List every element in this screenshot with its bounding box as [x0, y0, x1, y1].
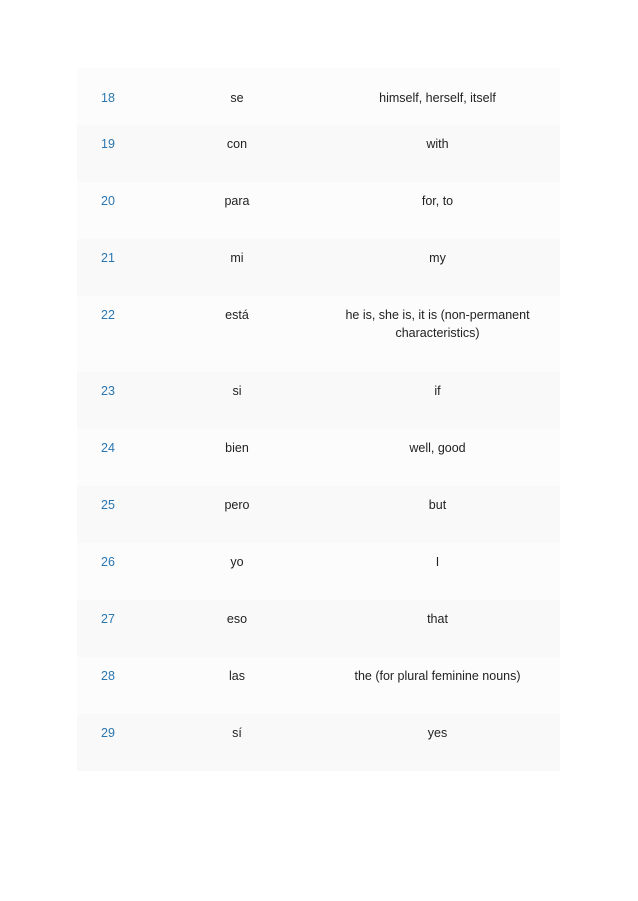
- rank-cell: 24: [101, 441, 115, 455]
- meaning-cell: well, good: [409, 441, 466, 455]
- meaning-cell: himself, herself, itself: [379, 91, 496, 105]
- table-row: [77, 543, 560, 600]
- table-row: [77, 239, 560, 296]
- word-cell: yo: [230, 555, 244, 569]
- table-row: [77, 657, 560, 714]
- word-cell: bien: [225, 441, 249, 455]
- table-row: [77, 600, 560, 657]
- rank-cell: 22: [101, 308, 115, 322]
- meaning-cell: the (for plural feminine nouns): [354, 669, 521, 683]
- word-cell: si: [232, 384, 242, 398]
- table-row: [77, 429, 560, 486]
- meaning-cell: for, to: [421, 194, 454, 208]
- table-row: [77, 182, 560, 239]
- word-cell: se: [230, 91, 244, 105]
- rank-cell: 27: [101, 612, 115, 626]
- word-cell: mi: [230, 251, 244, 265]
- rank-cell: 21: [101, 251, 115, 265]
- table-row: [77, 714, 560, 771]
- table-row: [77, 125, 560, 182]
- rank-cell: 18: [101, 91, 115, 105]
- word-frequency-table: [77, 68, 560, 771]
- word-cell: sí: [232, 726, 242, 740]
- word-cell: para: [224, 194, 250, 208]
- meaning-cell: he is, she is, it is (non-permanent characteristics): [345, 308, 530, 340]
- word-cell: está: [225, 308, 249, 322]
- rank-cell: 20: [101, 194, 115, 208]
- meaning-cell: yes: [427, 726, 448, 740]
- rank-cell: 19: [101, 137, 115, 151]
- table-row: [77, 372, 560, 429]
- meaning-cell: my: [429, 251, 446, 265]
- table-row: [77, 68, 560, 125]
- word-cell: pero: [224, 498, 250, 512]
- rank-cell: 29: [101, 726, 115, 740]
- meaning-cell: I: [435, 555, 440, 569]
- table-row: [77, 296, 560, 372]
- meaning-cell: but: [428, 498, 447, 512]
- word-cell: con: [226, 137, 248, 151]
- word-cell: eso: [226, 612, 248, 626]
- rank-cell: 26: [101, 555, 115, 569]
- meaning-cell: with: [426, 137, 449, 151]
- meaning-cell: that: [427, 612, 448, 626]
- word-cell: las: [229, 669, 245, 683]
- rank-cell: 28: [101, 669, 115, 683]
- table-row: [77, 486, 560, 543]
- rank-cell: 25: [101, 498, 115, 512]
- rank-cell: 23: [101, 384, 115, 398]
- meaning-cell: if: [434, 384, 441, 398]
